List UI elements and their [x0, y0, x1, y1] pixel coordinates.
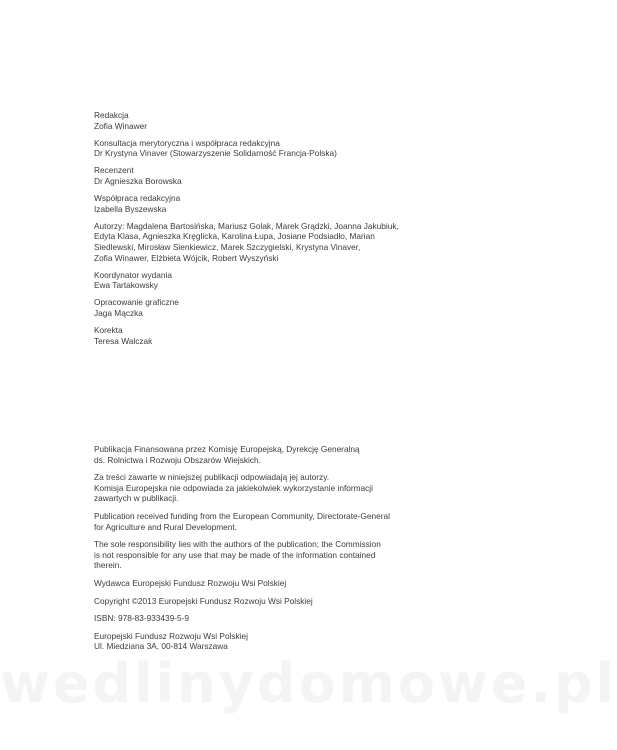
credit-reviewer [94, 165, 424, 186]
authors-line: Edyta Klasa, Agnieszka Kręglicka, Karolina Łupa, Josiane Podsiadło, Marian [94, 231, 375, 242]
credit-role: Redakcja [94, 110, 129, 120]
imprint-line: Za treści zawarte w niniejszej publikacji odpowiadają jej autorzy. [94, 472, 330, 483]
credits-section [94, 110, 424, 353]
copyright-line: Copyright ©2013 Europejski Fundusz Rozwoju Wsi Polskiej [94, 595, 313, 606]
credit-names: Ewa Tartakowsky [94, 280, 158, 291]
publisher [94, 578, 434, 589]
credit-names: Dr Agnieszka Borowska [94, 175, 182, 186]
credit-role: Korekta [94, 325, 123, 335]
credit-role: Konsultacja merytoryczna i współpraca redakcyjna [94, 137, 280, 148]
credit-role: Recenzent [94, 165, 134, 176]
authors-line: Zofia Winawer, Elżbieta Wójcik, Robert Wyszyński [94, 252, 279, 263]
responsibility-notice-pl [94, 472, 434, 504]
credit-names: Izabella Byszewska [94, 203, 167, 214]
credit-authors [94, 221, 424, 263]
imprint-line: ds. Rolnictwa i Rozwoju Obszarów Wiejskich. [94, 454, 261, 465]
address-line: Europejski Fundusz Rozwoju Wsi Polskiej [94, 630, 249, 641]
imprint-line: Publication received funding from the European Community, Directorate-General [94, 510, 390, 521]
credit-consultation [94, 138, 424, 159]
imprint-line: is not responsible for any use that may be made of the information contained [94, 549, 376, 560]
credit-proofreading [94, 325, 424, 346]
address-line: Ul. Miedziana 3A, 00-814 Warszawa [94, 641, 228, 652]
isbn [94, 613, 434, 624]
credit-graphic-design [94, 297, 424, 318]
imprint-line: zawartych w publikacji. [94, 493, 179, 504]
publisher-address [94, 631, 434, 652]
copyright [94, 596, 434, 607]
credit-editor [94, 110, 424, 131]
credit-coordinator [94, 270, 424, 291]
credit-names: Jaga Mączka [94, 307, 143, 318]
imprint-line: The sole responsibility lies with the authors of the publication; the Commission [94, 539, 381, 550]
isbn-line: ISBN: 978-83-933439-5-9 [94, 613, 190, 624]
imprint-line: Komisja Europejska nie odpowiada za jakiekolwiek wykorzystanie informacji [94, 482, 373, 493]
credit-names: Zofia Winawer [94, 120, 148, 131]
responsibility-notice-en [94, 539, 434, 571]
funding-notice-pl [94, 444, 434, 465]
imprint-line: for Agriculture and Rural Development. [94, 521, 237, 532]
credit-role: Koordynator wydania [94, 269, 172, 280]
authors-line: Autorzy: Magdalena Bartosińska, Mariusz Golak, Marek Grądzki, Joanna Jakubiuk, [94, 220, 399, 231]
credit-role: Współpraca redakcyjna [94, 193, 181, 204]
funding-notice-en [94, 511, 434, 532]
imprint-section [94, 444, 434, 659]
imprint-line: Publikacja Finansowana przez Komisję Europejską, Dyrekcję Generalną [94, 444, 360, 454]
imprint-line: therein. [94, 560, 122, 571]
credit-editorial-cooperation [94, 193, 424, 214]
credit-role: Opracowanie graficzne [94, 297, 179, 308]
credit-names: Dr Krystyna Vinaver (Stowarzyszenie Solidarność Francja-Polska) [94, 148, 337, 159]
watermark: wedlinydomowe.pl [0, 652, 617, 715]
credit-names: Teresa Walczak [94, 335, 153, 346]
authors-line: Siedlewski, Mirosław Sienkiewicz, Marek Szczygielski, Krystyna Vinaver, [94, 241, 361, 252]
publisher-line: Wydawca Europejski Fundusz Rozwoju Wsi Polskiej [94, 577, 287, 588]
